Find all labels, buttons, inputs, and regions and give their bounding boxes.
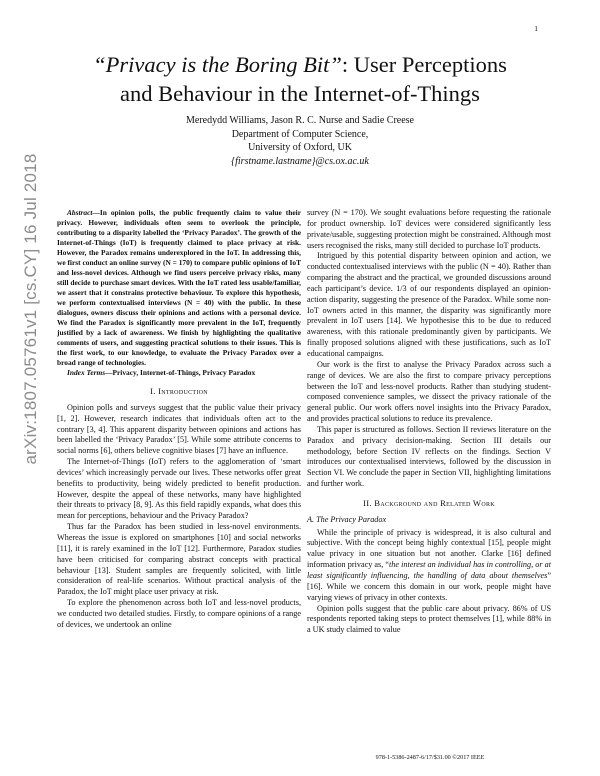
abstract-text: —In opinion polls, the public frequently claim to value their privacy. However, individuals often seem to overlook the principle, contributing to a disparity labelled the ‘Privacy Paradox’. The growth of the Internet-of-Things (IoT) is frequently claimed to place privacy at risk. However, the Paradox remains underexplored in the IoT. In addressing this, we first conduct an online survey (N = 170) to compare public opinions of IoT and less-novel devices. Although we find users perceive privacy risks, many still decide to purchase smart devices. With the IoT rated less usable/familiar, we assert that it constrains protective behaviour. To explore this hypothesis, we perform contextualised interviews (N = 40) with the public. In these dialogues, owners discuss their opinions and actions with a personal device. We find the Paradox is significantly more prevalent in the IoT, frequently justified by a lack of awareness. We finish by highlighting the qualitative comments of users, and suggesting practical solutions to their issues. This is the first work, to our knowledge, to evaluate the Privacy Paradox over a broad range of technologies. — [57, 208, 301, 367]
intro-paragraph-1: Opinion polls and surveys suggest that the public value their privacy [1, 2]. However, research indicates that individuals often act to the contrary [3, 4]. This apparent disparity between opinions and actions has been labelled the ‘Privacy Paradox’ [5]. While some attribute concerns to social norms [6], others believe cognitive biases [7] have an influence. — [57, 402, 301, 456]
left-column — [57, 208, 301, 631]
background-p1-after: ” [16]. While we concern this domain in our work, people might have varying views of privacy in other contexts. — [307, 571, 551, 602]
intro-paragraph-6: Our work is the first to analyse the Privacy Paradox across such a range of devices. We are also the first to compare privacy perceptions between the IoT and less-novel products. Rather than studying student-composed convenience samples, we dissect the privacy rationale of the general public. Our work offers novel insights into the Privacy Paradox, and provides practical solutions to reduce its prevalence. — [307, 359, 551, 424]
index-terms-text: —Privacy, Internet-of-Things, Privacy Paradox — [105, 368, 256, 377]
email-domain: @cs.ox.ac.uk — [315, 155, 369, 167]
author-department: Department of Computer Science, — [231, 128, 369, 140]
abstract — [57, 208, 301, 368]
intro-paragraph-5: Intrigued by this potential disparity between opinion and action, we conducted contextualised interviews with the public (N = 40). Rather than comparing the abstract and the practical, we grounded discussions around each participant’s device. 1/3 of our respondents displayed an opinion-action disparity, suggesting the presence of the Paradox. While some non-IoT owners acted in this manner, the disparity was significantly more prevalent in IoT users [14]. We hypothesise this to be due to reduced awareness, with this rationale predominantly given by participants. We finally proposed solutions aligned with these justifications, such as IoT educational campaigns. — [307, 251, 551, 358]
intro-paragraph-4: To explore the phenomenon across both IoT and less-novel products, we conducted two detailed studies. Firstly, to compare opinions of a range of devices, we undertook an online — [57, 598, 301, 629]
paper-title — [40, 50, 560, 108]
page-number: 1 — [534, 24, 538, 33]
title-rest: : User Perceptions — [341, 52, 507, 77]
intro-paragraph-3: Thus far the Paradox has been studied in less-novel environments. Whereas the issue is explored on smartphones [10] and social networks [11], it is rarely examined in the IoT [12]. Furthermore, Paradox studies have been criticised for comparing abstract concepts with practical behaviour [13]. Student samples are frequently solicited, with little consideration of real-life scenarios. Without practical analysis of the Paradox, the IoT might place user privacy at risk. — [57, 522, 301, 597]
title-line-2: and Behaviour in the Internet-of-Things — [120, 81, 480, 106]
section-heading-background: II. Background and Related Work — [363, 497, 495, 508]
author-names: Meredydd Williams, Jason R. C. Nurse and Sadie Creese — [186, 115, 414, 126]
background-paragraph-2: Opinion polls suggest that the public care about privacy. 86% of US respondents reported taking steps to protect themselves [1], while 88% in a UK study claimed to value — [307, 603, 551, 635]
copyright-footer: 978-1-5386-2487-6/17/$31.00 ©2017 IEEE — [375, 754, 485, 761]
section-heading-introduction: I. Introduction — [150, 386, 208, 396]
author-email — [80, 155, 520, 169]
arxiv-stamp: arXiv:1807.05761v1 [cs.CY] 16 Jul 2018 — [21, 153, 40, 465]
subsection-heading-privacy-paradox: A. The Privacy Paradox — [307, 514, 387, 524]
right-column — [307, 208, 551, 636]
title-line-1 — [40, 50, 560, 79]
intro-paragraph-7: This paper is structured as follows. Section II reviews literature on the Paradox and privacy decision-making. Section III details our methodology, before Section IV reflects on the findings. Section V introduces our contextualised interviews, followed by the discussion in Section VI. We conclude the paper in Section VII, highlighting limitations and further work. — [307, 424, 551, 489]
clarke-quote: the interest an individual has in controlling, or at least significantly influencing, the handling of data about themselves — [307, 560, 551, 580]
intro-paragraph-2: The Internet-of-Things (IoT) refers to the agglomeration of ‘smart devices’ which increasingly pervade our lives. These networks offer great benefits to productivity, being widely predicted to benefit production. However, despite the appeal of these networks, many have highlighted their threats to privacy [8, 9]. As this field rapidly expands, what does this mean for perceptions, behaviour and the Privacy Paradox? — [57, 457, 301, 521]
email-placeholder: {firstname.lastname} — [231, 155, 316, 167]
background-paragraph-1 — [307, 528, 551, 604]
background-p1-before: While the principle of privacy is widespread, it is also cultural and subjective. With the concept being highly contextual [15], people might value privacy in one situation but not another. Clarke [16] defined information privacy as, “ — [307, 527, 551, 570]
index-terms-lead: Index Terms — [67, 368, 106, 377]
title-quoted: “Privacy is the Boring Bit” — [93, 52, 342, 77]
author-block — [80, 114, 520, 168]
abstract-lead: Abstract — [67, 208, 93, 217]
intro-continuation: survey (N = 170). We sought evaluations before requesting the rationale for product ownership. IoT devices were considered significantly less private/usable, suggesting protection might be constrained. Although most users recognised the risks, many still decided to purchase IoT products. — [307, 208, 551, 250]
index-terms — [57, 368, 301, 378]
author-university: University of Oxford, UK — [248, 142, 352, 153]
